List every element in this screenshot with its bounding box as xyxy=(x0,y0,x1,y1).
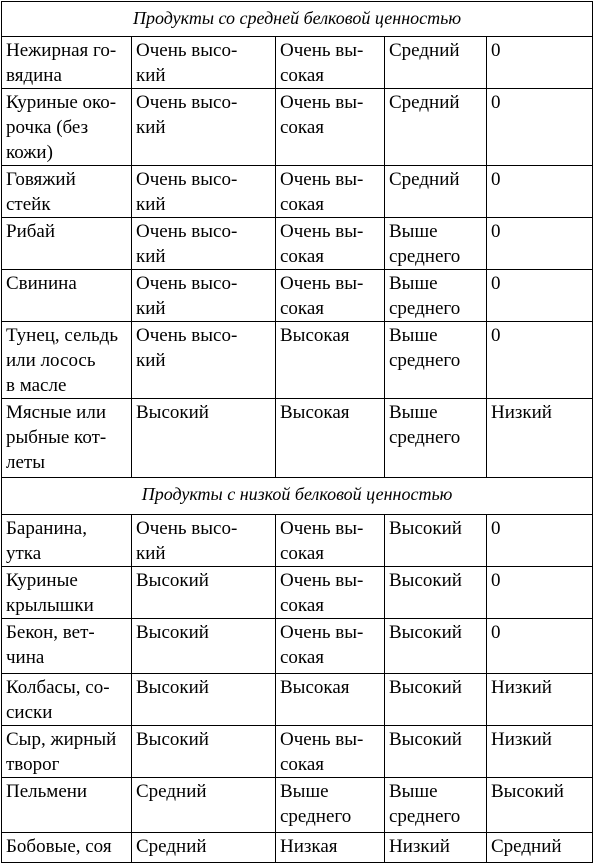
table-cell: 0 xyxy=(487,270,593,322)
table-cell: Очень вы- сокая xyxy=(276,726,385,778)
table-cell: Низкий xyxy=(487,726,593,778)
product-name-cell: Мясные или рыбные кот- леты xyxy=(2,399,132,478)
table-cell: Очень высо- кий xyxy=(132,322,276,399)
table-cell: Средний xyxy=(487,833,593,863)
table-row xyxy=(2,619,593,674)
table-cell: Очень вы- сокая xyxy=(276,37,385,89)
product-name-cell: Бекон, вет- чина xyxy=(2,619,132,674)
table-cell: Низкая xyxy=(276,833,385,863)
product-name-cell: Куриные крылышки xyxy=(2,567,132,619)
table-row xyxy=(2,567,593,619)
table-cell: Очень вы- сокая xyxy=(276,515,385,567)
table-cell: Очень высо- кий xyxy=(132,166,276,218)
table-row xyxy=(2,674,593,726)
product-name-cell: Сыр, жирный творог xyxy=(2,726,132,778)
table-cell: Очень вы- сокая xyxy=(276,218,385,270)
table-row xyxy=(2,322,593,399)
table-cell: 0 xyxy=(487,515,593,567)
table-cell: Высокий xyxy=(132,619,276,674)
table-cell: 0 xyxy=(487,218,593,270)
table-cell: Низкий xyxy=(487,399,593,478)
table-cell: Высокий xyxy=(132,726,276,778)
table-cell: Очень высо- кий xyxy=(132,89,276,166)
product-name-cell: Нежирная го- вядина xyxy=(2,37,132,89)
table-cell: Очень вы- сокая xyxy=(276,89,385,166)
table-cell: Высокий xyxy=(385,567,487,619)
section-title: Продукты со средней белковой ценностью xyxy=(2,2,593,37)
table-row xyxy=(2,515,593,567)
product-name-cell: Пельмени xyxy=(2,778,132,833)
table-cell: 0 xyxy=(487,567,593,619)
table-row xyxy=(2,399,593,478)
table-cell: Очень вы- сокая xyxy=(276,567,385,619)
table-cell: Высокий xyxy=(132,399,276,478)
section-header-row xyxy=(2,478,593,515)
table-cell: Очень вы- сокая xyxy=(276,166,385,218)
table-cell: Выше среднего xyxy=(385,399,487,478)
product-name-cell: Бобовые, соя xyxy=(2,833,132,863)
table-cell: Средний xyxy=(385,37,487,89)
table-cell: Низкий xyxy=(487,674,593,726)
table-cell: Очень вы- сокая xyxy=(276,270,385,322)
table-cell: Выше среднего xyxy=(385,270,487,322)
product-name-cell: Рибай xyxy=(2,218,132,270)
table-cell: Высокий xyxy=(132,567,276,619)
table-cell: Средний xyxy=(132,778,276,833)
table-cell: Выше среднего xyxy=(385,218,487,270)
table-body xyxy=(2,2,593,863)
table-cell: Высокий xyxy=(487,778,593,833)
table-row xyxy=(2,778,593,833)
table-row xyxy=(2,166,593,218)
product-name-cell: Говяжий стейк xyxy=(2,166,132,218)
table-row xyxy=(2,270,593,322)
table-cell: Средний xyxy=(385,89,487,166)
table-cell: Очень высо- кий xyxy=(132,515,276,567)
table-cell: Высокая xyxy=(276,674,385,726)
table-cell: Средний xyxy=(132,833,276,863)
table-cell: Высокий xyxy=(385,726,487,778)
table-row xyxy=(2,37,593,89)
table-cell: Высокий xyxy=(385,515,487,567)
table-cell: Выше среднего xyxy=(385,322,487,399)
product-name-cell: Свинина xyxy=(2,270,132,322)
table-cell: Очень высо- кий xyxy=(132,37,276,89)
table-row xyxy=(2,833,593,863)
table-cell: Очень высо- кий xyxy=(132,218,276,270)
table-cell: 0 xyxy=(487,37,593,89)
table-cell: Высокая xyxy=(276,399,385,478)
table-cell: Средний xyxy=(385,166,487,218)
table-cell: Очень высо- кий xyxy=(132,270,276,322)
table-cell: Высокий xyxy=(385,619,487,674)
table-cell: Высокий xyxy=(385,674,487,726)
section-header-row xyxy=(2,2,593,37)
table-cell: Выше среднего xyxy=(276,778,385,833)
table-row xyxy=(2,218,593,270)
table-cell: Высокий xyxy=(132,674,276,726)
table-row xyxy=(2,89,593,166)
section-title: Продукты с низкой белковой ценностью xyxy=(2,478,593,515)
table-cell: 0 xyxy=(487,89,593,166)
table-cell: Низкий xyxy=(385,833,487,863)
protein-value-table xyxy=(1,1,593,863)
product-name-cell: Тунец, сельдь или лосось в масле xyxy=(2,322,132,399)
table-cell: 0 xyxy=(487,166,593,218)
table-cell: Высокая xyxy=(276,322,385,399)
product-name-cell: Куриные око- рочка (без кожи) xyxy=(2,89,132,166)
table-cell: 0 xyxy=(487,322,593,399)
product-name-cell: Колбасы, со- сиски xyxy=(2,674,132,726)
table-row xyxy=(2,726,593,778)
table-cell: Выше среднего xyxy=(385,778,487,833)
product-name-cell: Баранина, утка xyxy=(2,515,132,567)
table-cell: 0 xyxy=(487,619,593,674)
table-cell: Очень вы- сокая xyxy=(276,619,385,674)
